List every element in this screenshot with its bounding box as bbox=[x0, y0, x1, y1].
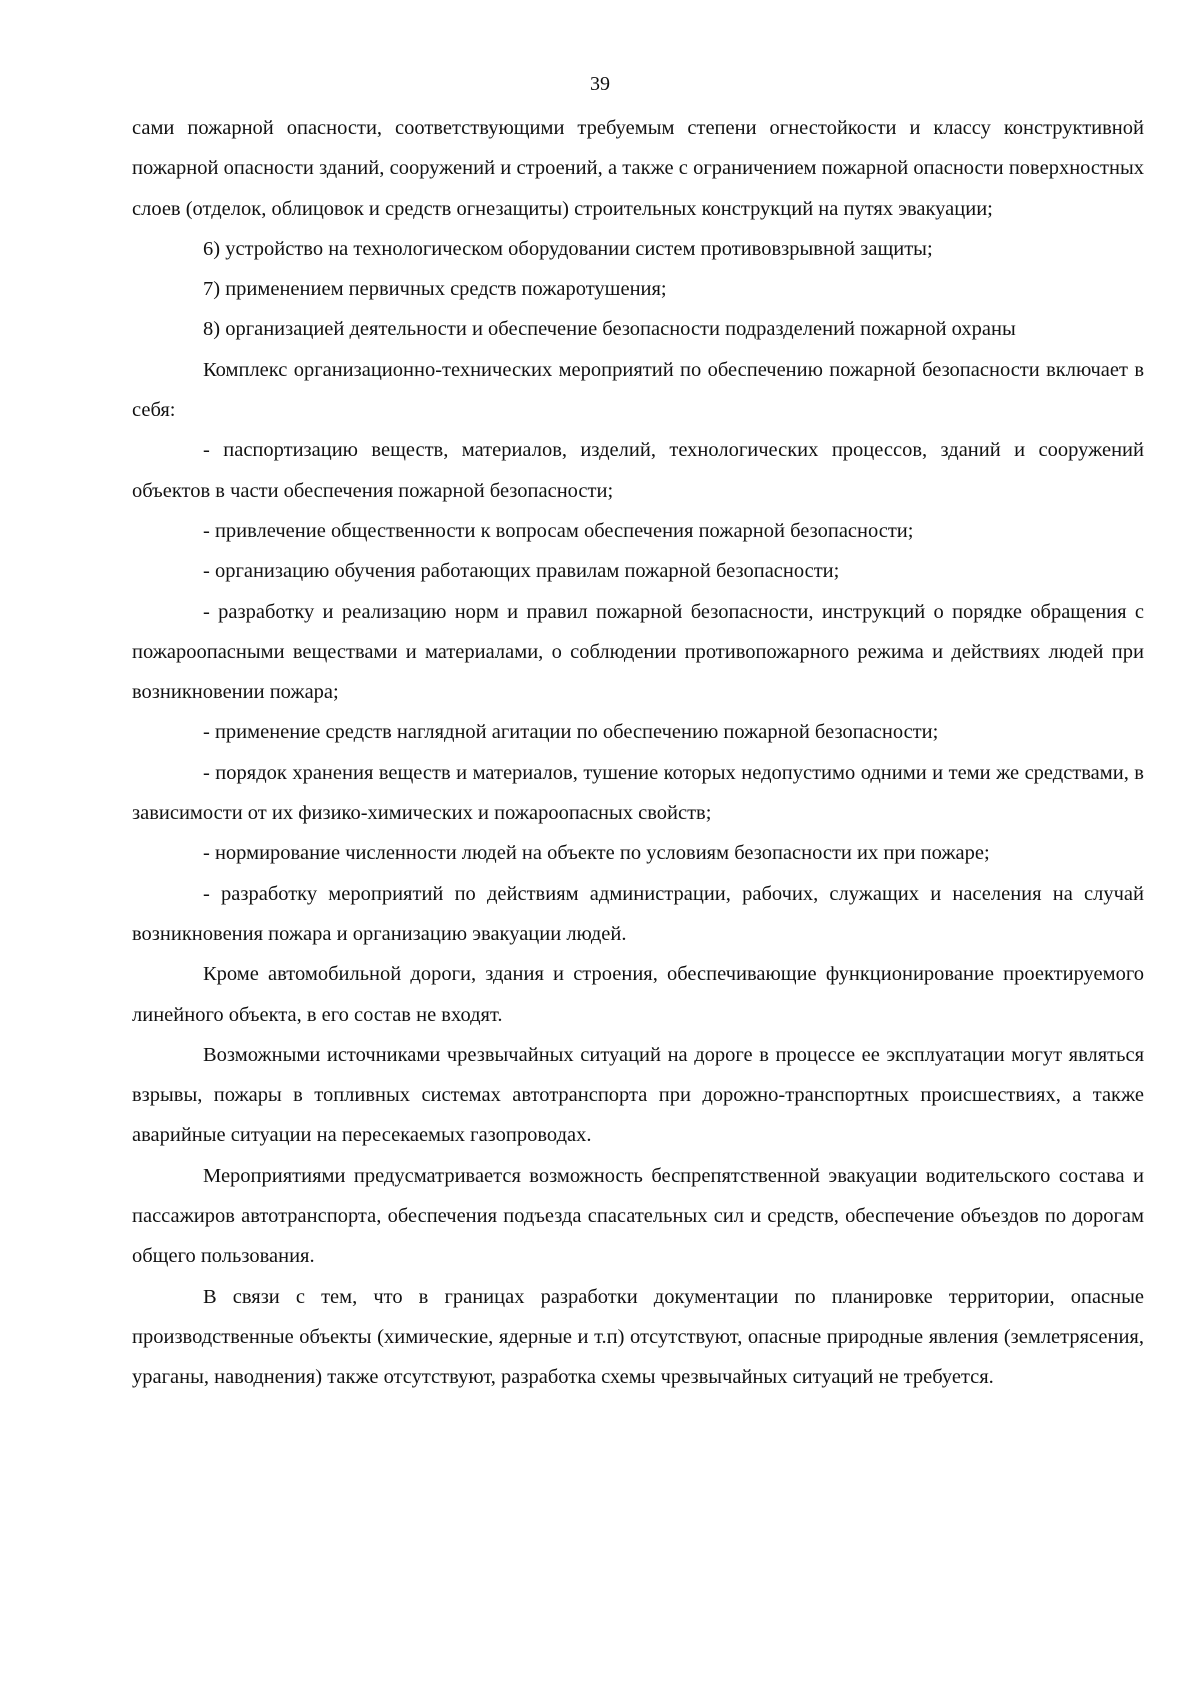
bullet-public-involvement: - привлечение общественности к вопросам обеспечения пожарной безопасности; bbox=[203, 519, 914, 542]
paragraph-complex-intro: Комплекс организационно-технических мероприятий по обеспечению пожарной безопасности включает в себя: bbox=[132, 358, 1144, 422]
paragraph-item-7: 7) применением первичных средств пожаротушения; bbox=[203, 278, 667, 301]
paragraph-evacuation-measures: Мероприятиями предусматривается возможность беспрепятственной эвакуации водительского состава и пассажиров автотранспорта, обеспечения подъезда спасательных сил и средств, обеспечение объездов по дорогам общего пользования. bbox=[132, 1164, 1144, 1268]
paragraph-continuation: сами пожарной опасности, соответствующими требуемым степени огнестойкости и классу конструктивной пожарной опасности зданий, сооружений и строений, а также с ограничением пожарной опасности поверхностных слоев (отделок, облицовок и средств огнезащиты) строительных конструкций на путях эвакуации; bbox=[132, 117, 1144, 220]
paragraph-conclusion: В связи с тем, что в границах разработки документации по планировке территории, опасные производственные объекты (химические, ядерные и т.п) отсутствуют, опасные природные явления (землетрясения, ураганы, наводнения) также отсутствуют, разработка схемы чрезвычайных ситуаций не требуется. bbox=[132, 1285, 1144, 1389]
paragraph-road-structures: Кроме автомобильной дороги, здания и строения, обеспечивающие функционирование проектируемого линейного объекта, в его состав не входят. bbox=[132, 963, 1144, 1026]
bullet-passportization: - паспортизацию веществ, материалов, изделий, технологических процессов, зданий и сооружений объектов в части обеспечения пожарной безопасности; bbox=[132, 439, 1144, 502]
bullet-storage-order: - порядок хранения веществ и материалов, тушение которых недопустимо одними и теми же средствами, в зависимости от их физико-химических и пожароопасных свойств; bbox=[132, 761, 1144, 825]
paragraph-item-6: 6) устройство на технологическом оборудовании систем противовзрывной защиты; bbox=[203, 237, 933, 260]
bullet-training: - организацию обучения работающих правилам пожарной безопасности; bbox=[203, 560, 840, 583]
paragraph-emergency-sources: Возможными источниками чрезвычайных ситуаций на дороге в процессе ее эксплуатации могут являться взрывы, пожары в топливных системах автотранспорта при дорожно-транспортных происшествиях, а также аварийные ситуации на пересекаемых газопроводах. bbox=[132, 1043, 1144, 1147]
document-body bbox=[132, 108, 1144, 1398]
bullet-visual-agitation: - применение средств наглядной агитации по обеспечению пожарной безопасности; bbox=[203, 721, 939, 744]
bullet-evacuation-plan: - разработку мероприятий по действиям администрации, рабочих, служащих и населения на случай возникновения пожара и организацию эвакуации людей. bbox=[132, 882, 1144, 945]
paragraph-item-8: 8) организацией деятельности и обеспечение безопасности подразделений пожарной охраны bbox=[203, 318, 1016, 341]
bullet-rules-development: - разработку и реализацию норм и правил пожарной безопасности, инструкций о порядке обращения с пожароопасными веществами и материалами, о соблюдении противопожарного режима и действиях людей при возникновении пожара; bbox=[132, 600, 1144, 704]
page-number: 39 bbox=[590, 73, 610, 95]
bullet-occupancy-limits: - нормирование численности людей на объекте по условиям безопасности их при пожаре; bbox=[203, 842, 990, 865]
